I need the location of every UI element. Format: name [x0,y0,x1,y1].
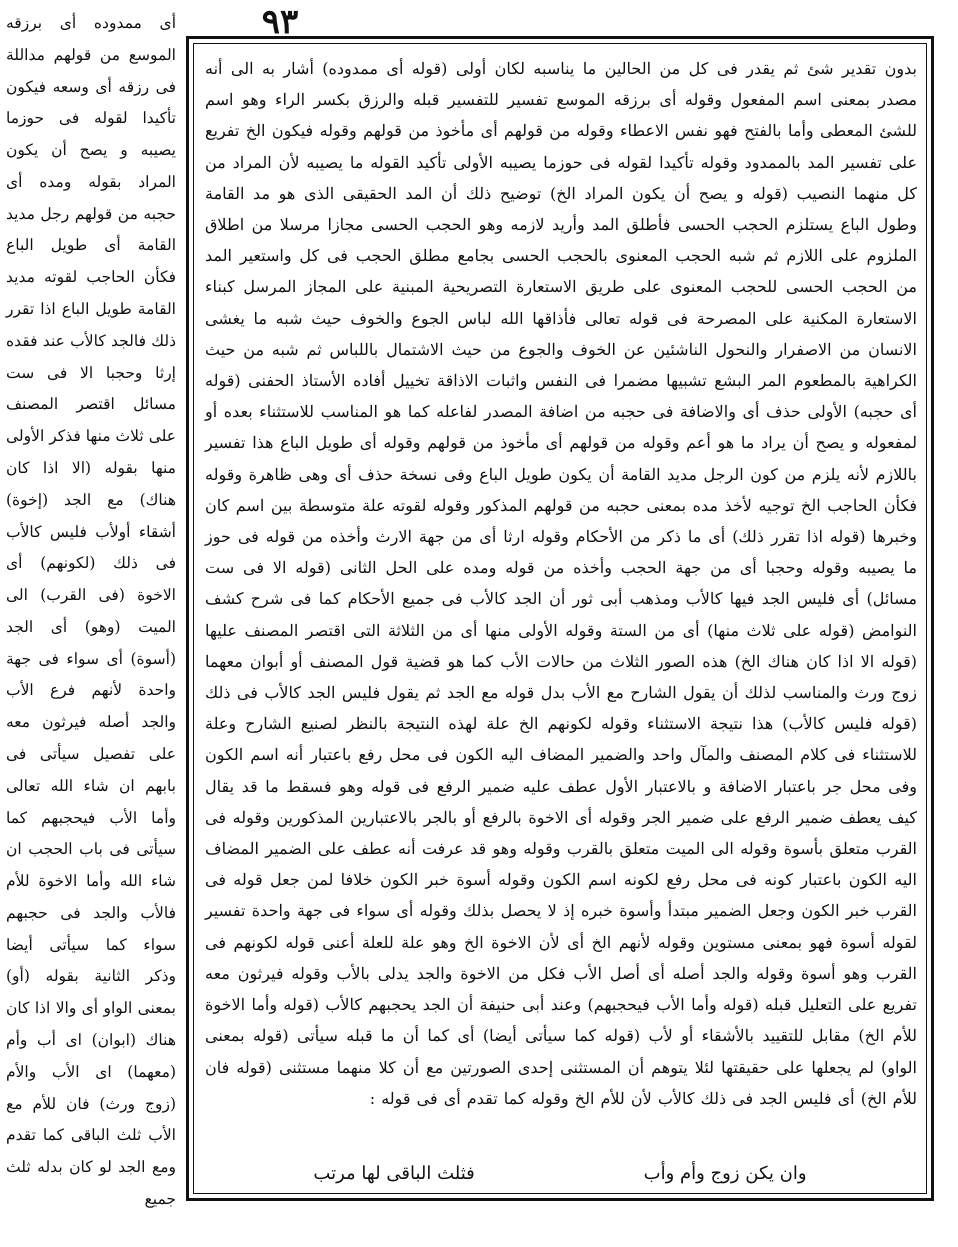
marginal-text: أى ممدوده أى برزقه الموسع من قولهم مداللة فى رزقه أى وسعه فيكون تأكيدا لقوله فى حوزما يصيبه و يصح أن يكون المراد بقوله ومده أى حجبه من قولهم رجل مديد القامة أى طويل الباع فكأن الحاجب لقوته مديد القامة طويل الباع اذا تقرر ذلك فالجد كالأب عند فقده إرثا وحجبا الا فى ست مسائل اقتصر المصنف على ثلاث منها فذكر الأولى منها بقوله (الا اذا كان هناك) مع الجد (إخوة) أشقاء أولأب فليس كالأب فى ذلك (لكونهم) أى الاخوة (فى القرب) الى الميت (وهو) أى الجد (أسوة) أى سواء فى جهة واحدة لأنهم فرع الأب والجد أصله فيرثون معه على تفصيل سيأتى فى بابهم ان شاء الله تعالى وأما الأب فيحجبهم كما سيأتى فى باب الحجب ان شاء الله وأما الاخوة للأم فالأب والجد فى حجبهم سواء كما سيأتى أيضا وذكر الثانية بقوله (أو) بمعنى الواو أى والا اذا كان هناك (ابوان) اى أب وأم (معهما) اى الأب والأم (زوج ورث) فان للأم مع الأب ثلث الباقى كما تقدم ومع الجد لو كان بدله ثلث جميع [6,14,176,1208]
verse-hemistich-right: وان يكن زوج وأم وأب [643,1163,807,1184]
verse-hemistich-left: فثلث الباقى لها مرتب [313,1163,475,1184]
column-divider [176,36,178,1201]
commentary-paragraph: بدون تقدير شئ ثم يقدر فى كل من الحالين ما يناسبه لكان أولى (قوله أى ممدوده) أشار به الى أنه مصدر بمعنى اسم المفعول وقوله أى برزقه الموسع تفسير للتفسير قبله والرزق بكسر الراء وهو اسم للشئ المعطى وأما بالفتح فهو نفس الاعطاء وقوله من قولهم أى مأخوذ من قولهم وقوله فيكون الخ تفريع على تفسير المد بالممدود وقوله تأكيدا لقوله فى حوزما يصيبه الأولى تأكيد القوله ما يصيبه لأن المراد من كل منهما النصيب (قوله و يصح أن يكون المراد الخ) توضيح ذلك أن المد الحقيقى الذى هو مد القامة وطول الباع يستلزم الحجب الحسى فأطلق المد وأريد لازمه وهو الحجب الحسى مجازا مرسلا من اطلاق الملزوم على اللازم ثم شبه الحجب المعنوى بالحجب الحسى بجامع مطلق الحجب فى كل واستعير المد من الحجب الحسى للحجب المعنوى على طريق الاستعارة التصريحية المبنية على المجاز المرسل كبناء الاستعارة المكنية على المصرحة فى قوله تعالى فأذاقها الله لباس الجوع والخوف حيث شبه ما يغشى الانسان من الاصفرار والنحول الناشئين عن الخوف والجوع من حيث الاشتمال باللباس ثم شبه من حيث الكراهية بالمطعوم المر البشع تشبيها مضمرا فى النفس واثبات الاذاقة تخييل أفاده الأستاذ الحفنى (قوله أى حجبه) الأولى حذف أى والاضافة فى حجبه من اضافة المصدر لفاعله كما هو المناسب للاستثناء بعده أو لمفعوله و يصح أن يراد ما هو أعم وقوله من قولهم أى مأخوذ من قولهم وقوله أى طويل الباع هذا تفسير باللازم لأنه يلزم من كون الرجل مديد القامة أن يكون طويل الباع وفى نسخة حذف أى وهى ظاهرة وقوله فكأن الحاجب الخ توجيه لأخذ مده بمعنى حجبه من قولهم المذكور وقوله لقوته علة متوسطة بين اسم كان وخبرها (قوله اذا تقرر ذلك) أى ما ذكر من الأحكام وقوله ارثا أى من جهة الارث وأخذه من قوله فى حوز ما يصيبه وقوله وحجبا أى من جهة الحجب وأخذه من قوله ومده على الحل الثانى (قوله الا فى ست مسائل) أى فليس الجد فيها كالأب ومذهب أبى ثور أن الجد كالأب فى جميع الأحكام كما فى شرح كشف النوامض (قوله على ثلاث منها) أى من الستة وقوله الأولى منها أى من الثلاثة التى اقتصر المصنف عليها (قوله الا اذا كان هناك الخ) هذه الصور الثلاث من حالات الأب كما هو قضية قول المصنف أو أبوان معهما زوج ورث والمناسب لذلك أن يقول الشارح مع الأب بدل قوله مع الجد ثم يقول فليس الجد كالأب فى ذلك (قوله فليس كالأب) هذا نتيجة الاستثناء وقوله لكونهم الخ علة لهذه النتيجة بالنظر لصنيع الشارح وعلة للاستثناء فى كلام المصنف والمآل واحد والضمير المضاف اليه الكون فى محل رفع باعتبار أنه اسم الكون وفى محل جر باعتبار الاضافة و بالاعتبار الأول عطف عليه ضمير الرفع فى قوله وهو فسقط ما قد يقال كيف يعطف ضمير الرفع على ضمير الجر وقوله أى الاخوة بالرفع أو بالجر بالاعتبارين المذكورين وقوله فى القرب متعلق بأسوة وقوله الى الميت متعلق بالقرب وقوله وهو قد عرفت أنه عطف على الضمير المضاف اليه الكون باعتبار كونه فى محل رفع لكونه اسم الكون وقوله أسوة خبر الكون خلافا لمن جعل قوله فى القرب خبر الكون وجعل الضمير مبتدأ وأسوة خبره إذ لا يحصل بذلك وقوله أى سواء فى جهة واحدة تفسير لقوله أسوة فهو بمعنى مستوين وقوله لأنهم الخ أى لأن الاخوة الخ وهو علة للعلة أعنى قوله لكونهم فى القرب وهو أسوة وقوله والجد أصله أى أصل الأب فكل من الاخوة والجد يدلى بالأب وقوله فيرثون معه تفريع على التعليل قبله (قوله وأما الأب فيحجبهم) وعند أبى حنيفة أن الجد يحجبهم كالأب (قوله وأما الاخوة للأم الخ) مقابل للتقييد بالأشقاء أو لأب (قوله كما سيأتى أيضا) أى كما أن ما قبله سيأتى (قوله بمعنى الواو) لم يجعلها على حقيقتها لئلا يتوهم أن المستثنى إحدى الصورتين مع أن كلا منهما مستثنى (قوله فان للأم الخ) أى فليس الجد فى ذلك كالأب لأن للأم الخ وقوله كما تقدم أى فى قوله : [205,59,918,1108]
verse-line [229,1159,891,1189]
marginal-text-column [6,8,176,1238]
commentary-body [205,53,917,1114]
page-number: ٩٣ [261,2,299,42]
commentary-frame [186,36,934,1201]
